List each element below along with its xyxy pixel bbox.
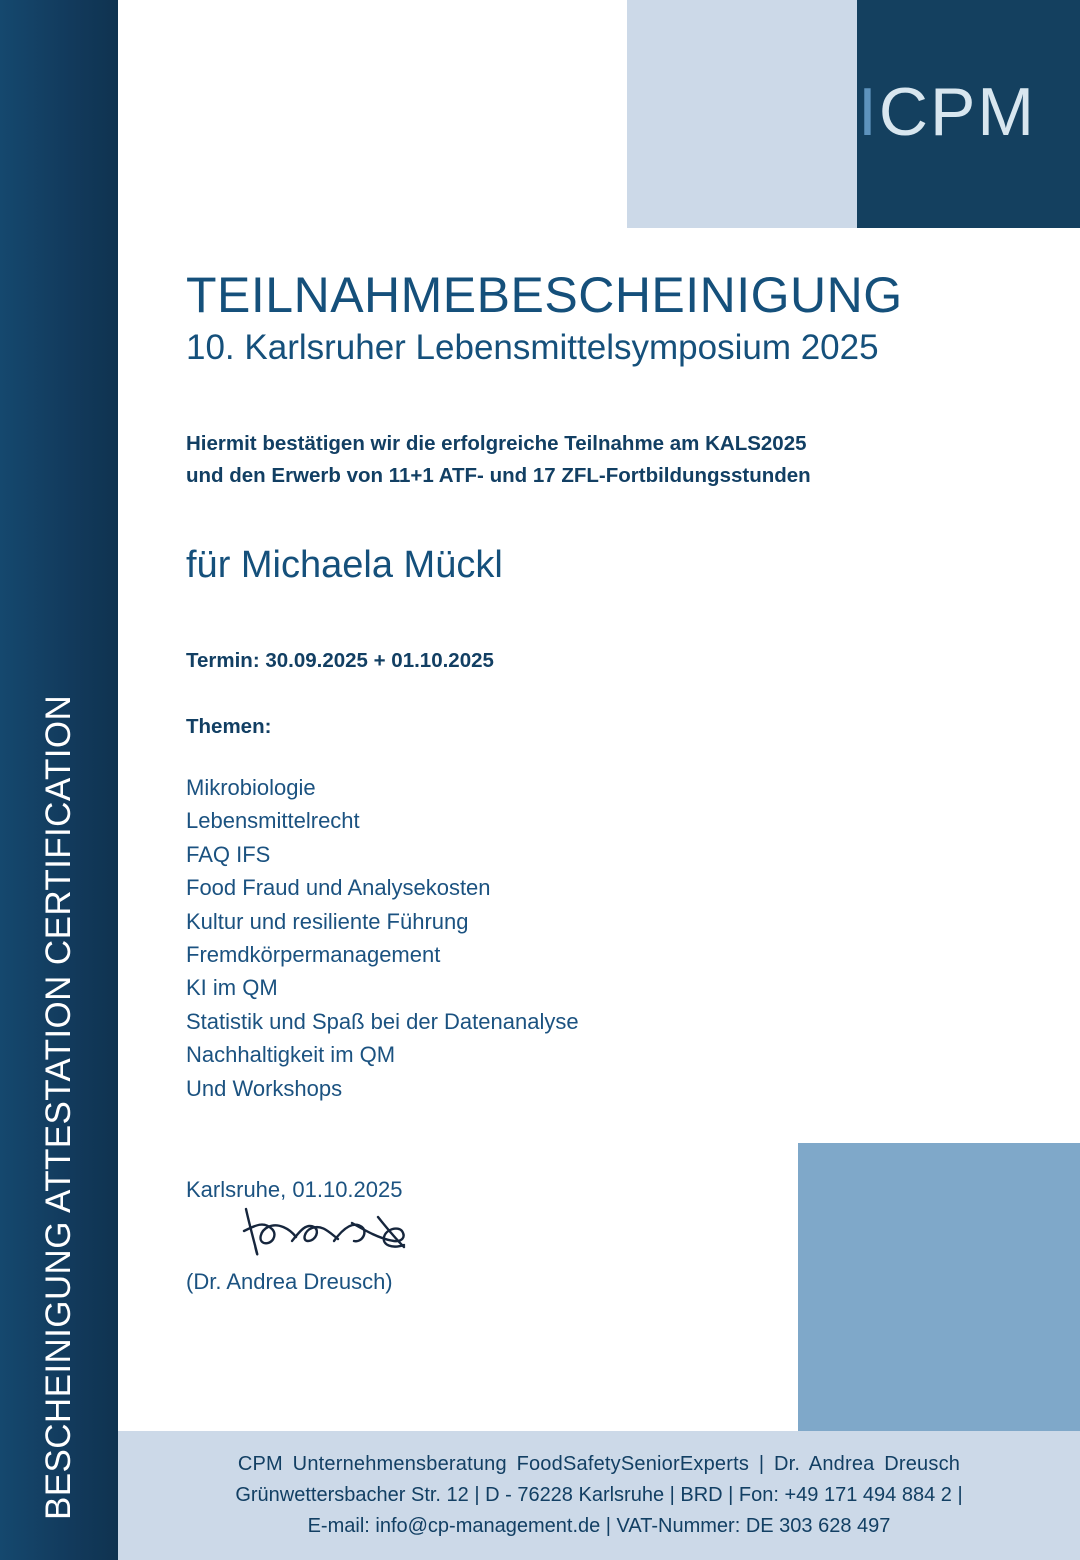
page-subtitle: 10. Karlsruher Lebensmittelsymposium 2025 (186, 328, 879, 367)
footer-line-2: Grünwettersbacher Str. 12 | D - 76228 Karlsruhe | BRD | Fon: +49 171 494 884 2 | (235, 1484, 963, 1506)
page-title: TEILNAHMEBESCHEINIGUNG (186, 267, 903, 323)
list-item: Statistik und Spaß bei der Datenanalyse (186, 1008, 579, 1034)
list-item: Food Fraud und Analysekosten (186, 875, 491, 901)
footer (118, 1431, 1080, 1560)
list-item: Nachhaltigkeit im QM (186, 1042, 396, 1068)
recipient-name: für Michaela Mückl (186, 543, 503, 586)
vertical-band-label: BESCHEINIGUNG ATTESTATION CERTIFICATION (39, 694, 78, 1520)
list-item: Mikrobiologie (186, 774, 316, 800)
logo-bar-icon: I (857, 74, 879, 150)
left-vertical-band (0, 0, 118, 1560)
logo-text: CPM (878, 74, 1036, 150)
list-item: Lebensmittelrecht (186, 808, 360, 834)
topics-list (186, 771, 1046, 1105)
certificate-content (186, 268, 1046, 1295)
header-lightblue-block (627, 0, 857, 228)
list-item: Und Workshops (186, 1075, 343, 1101)
footer-line-3: E-mail: info@cp-management.de | VAT-Nummer: DE 303 628 497 (307, 1515, 891, 1537)
list-item: FAQ IFS (186, 841, 271, 867)
place-and-date: Karlsruhe, 01.10.2025 (186, 1177, 403, 1203)
confirmation-text (186, 428, 1046, 492)
event-date: Termin: 30.09.2025 + 01.10.2025 (186, 648, 494, 672)
confirmation-line-2: und den Erwerb von 11+1 ATF- und 17 ZFL-Fortbildungsstunden (186, 464, 811, 488)
signature-area (186, 1207, 1046, 1269)
topics-label: Themen: (186, 714, 272, 738)
list-item: KI im QM (186, 975, 278, 1001)
cpm-logo (857, 74, 1036, 150)
confirmation-line-1: Hiermit bestätigen wir die erfolgreiche Teilnahme am KALS2025 (186, 432, 807, 456)
signature-image (234, 1201, 424, 1271)
footer-line-1: CPM Unternehmensberatung FoodSafetySeniorExperts | Dr. Andrea Dreusch (237, 1453, 961, 1475)
list-item: Kultur und resiliente Führung (186, 908, 469, 934)
signer-name: (Dr. Andrea Dreusch) (186, 1269, 393, 1295)
list-item: Fremdkörpermanagement (186, 941, 441, 967)
